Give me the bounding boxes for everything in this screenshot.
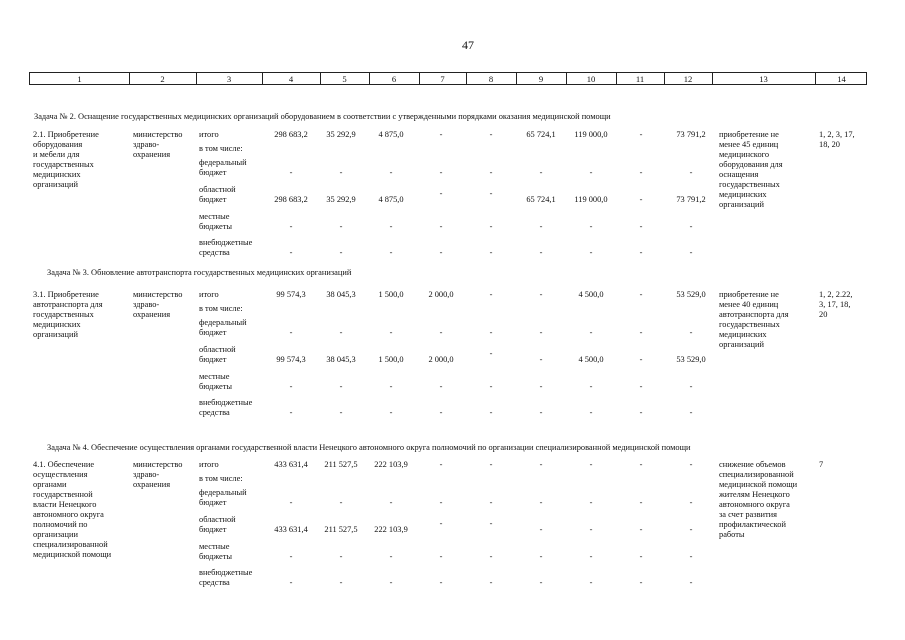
event-name: власти Ненецкого: [33, 500, 97, 509]
funding-value: 222 103,9: [374, 525, 408, 534]
funding-value: -: [489, 498, 493, 507]
funding-value: -: [539, 248, 543, 257]
expected-result: специализированной: [719, 470, 794, 479]
expected-result: за счет развития: [719, 510, 777, 519]
funding-value: 73 791,2: [676, 195, 706, 204]
funding-value: 1 500,0: [378, 290, 404, 299]
funding-value: 38 045,3: [326, 290, 356, 299]
funding-source-label: областной: [199, 345, 236, 354]
event-name: медицинских: [33, 170, 81, 179]
funding-value: -: [389, 168, 393, 177]
expected-result: менее 40 единиц: [719, 300, 779, 309]
funding-value: 298 683,2: [274, 195, 308, 204]
funding-source-label: итого: [199, 130, 219, 139]
funding-value: -: [489, 382, 493, 391]
header-cell: 2: [160, 74, 165, 84]
expected-result: приобретение не: [719, 290, 779, 299]
header-cell: 13: [759, 74, 768, 84]
funding-source-label: бюджет: [199, 355, 227, 364]
funding-value: -: [639, 222, 643, 231]
funding-value: -: [489, 408, 493, 417]
event-name: органами: [33, 480, 67, 489]
funding-value: -: [639, 460, 643, 469]
funding-value: -: [439, 519, 443, 528]
indicator-numbers: 20: [819, 310, 828, 319]
funding-value: -: [389, 248, 393, 257]
funding-value: 65 724,1: [526, 130, 556, 139]
header-cell: 4: [288, 74, 294, 84]
funding-value: 2 000,0: [428, 355, 454, 364]
header-cell: 11: [635, 74, 645, 84]
funding-value: 211 527,5: [324, 460, 358, 469]
funding-value: -: [389, 382, 393, 391]
funding-value: -: [339, 552, 343, 561]
funding-value: -: [689, 168, 693, 177]
event-name: государственных: [33, 160, 94, 169]
event-name: медицинских: [33, 320, 81, 329]
executor: охранения: [133, 480, 171, 489]
header-cell: 14: [837, 74, 846, 84]
funding-value: -: [439, 382, 443, 391]
expected-result: снижение объемов: [719, 460, 786, 469]
expected-result: приобретение не: [719, 130, 779, 139]
event-name: 2.1. Приобретение: [33, 130, 99, 139]
funding-source-label: федеральный: [199, 318, 247, 327]
funding-source-label: федеральный: [199, 488, 247, 497]
header-divider: [369, 73, 370, 84]
event-name: организаций: [33, 180, 78, 189]
executor: охранения: [133, 310, 171, 319]
funding-value: -: [539, 578, 543, 587]
funding-value: -: [639, 525, 643, 534]
indicator-numbers: 18, 20: [819, 140, 840, 149]
expected-result: государственных: [719, 320, 780, 329]
funding-value: -: [539, 290, 543, 299]
funding-source-label: бюджет: [199, 525, 227, 534]
funding-value: -: [689, 498, 693, 507]
funding-source-label: бюджеты: [199, 552, 233, 561]
funding-value: -: [639, 578, 643, 587]
funding-value: -: [489, 328, 493, 337]
funding-value: -: [589, 578, 593, 587]
funding-value: -: [639, 552, 643, 561]
funding-value: -: [589, 460, 593, 469]
funding-value: -: [339, 382, 343, 391]
header-divider: [466, 73, 467, 84]
executor: здраво-: [133, 300, 160, 309]
task-title: Задача № 2. Оснащение государственных медицинских организаций оборудованием в соответствии с утвержденными порядками оказания медицинской помощи: [34, 112, 611, 121]
funding-value: 65 724,1: [526, 195, 556, 204]
funding-value: -: [289, 578, 293, 587]
funding-value: 4 875,0: [378, 195, 404, 204]
header-divider: [616, 73, 617, 84]
funding-value: -: [439, 248, 443, 257]
funding-source-label: средства: [199, 248, 230, 257]
funding-value: -: [639, 498, 643, 507]
funding-value: -: [589, 328, 593, 337]
funding-value: -: [439, 498, 443, 507]
funding-value: -: [289, 498, 293, 507]
header-divider: [664, 73, 665, 84]
header-cell: 1: [77, 74, 82, 84]
funding-source-label: бюджеты: [199, 382, 233, 391]
funding-value: 99 574,3: [276, 355, 306, 364]
funding-value: -: [689, 552, 693, 561]
event-name: государственной: [33, 490, 93, 499]
funding-value: -: [389, 552, 393, 561]
expected-result: профилактической: [719, 520, 786, 529]
expected-result: медицинского: [719, 150, 770, 159]
funding-source-label: внебюджетные: [199, 238, 253, 247]
expected-result: оснащения: [719, 170, 759, 179]
indicator-numbers: 1, 2, 2.22,: [819, 290, 853, 299]
funding-source-label: местные: [199, 542, 230, 551]
funding-value: -: [539, 355, 543, 364]
funding-value: -: [289, 222, 293, 231]
funding-value: -: [539, 525, 543, 534]
funding-value: -: [489, 349, 493, 358]
event-name: автотранспорта для: [33, 300, 103, 309]
funding-value: -: [289, 408, 293, 417]
funding-value: -: [589, 168, 593, 177]
funding-value: 433 631,4: [274, 460, 308, 469]
event-name: организаций: [33, 330, 78, 339]
event-name: государственных: [33, 310, 94, 319]
page-number: 47: [462, 38, 474, 52]
expected-result: оборудования для: [719, 160, 783, 169]
funding-value: -: [489, 460, 493, 469]
funding-value: -: [289, 248, 293, 257]
funding-value: -: [689, 460, 693, 469]
funding-value: -: [589, 552, 593, 561]
funding-source-label: местные: [199, 212, 230, 221]
funding-value: -: [539, 408, 543, 417]
funding-value: -: [539, 498, 543, 507]
funding-value: 53 529,0: [676, 355, 706, 364]
funding-source-label: в том числе:: [199, 474, 243, 483]
funding-source-label: областной: [199, 515, 236, 524]
header-divider: [566, 73, 567, 84]
event-name: 4.1. Обеспечение: [33, 460, 95, 469]
event-name: организации: [33, 530, 78, 539]
funding-source-label: бюджет: [199, 498, 227, 507]
funding-value: -: [489, 189, 493, 198]
funding-value: -: [689, 382, 693, 391]
task-title: Задача № 3. Обновление автотранспорта государственных медицинских организаций: [47, 268, 352, 277]
funding-value: -: [339, 408, 343, 417]
expected-result: государственных: [719, 180, 780, 189]
funding-value: -: [639, 328, 643, 337]
funding-value: -: [489, 290, 493, 299]
event-name: медицинской помощи: [33, 550, 112, 559]
funding-value: -: [339, 222, 343, 231]
funding-value: -: [439, 328, 443, 337]
funding-value: -: [389, 328, 393, 337]
funding-source-label: бюджет: [199, 195, 227, 204]
funding-value: 99 574,3: [276, 290, 306, 299]
event-name: специализированной: [33, 540, 108, 549]
header-divider: [419, 73, 420, 84]
executor: здраво-: [133, 470, 160, 479]
funding-value: -: [339, 248, 343, 257]
funding-source-label: местные: [199, 372, 230, 381]
header-cell: 9: [538, 74, 544, 84]
funding-value: 73 791,2: [676, 130, 706, 139]
funding-value: -: [389, 578, 393, 587]
funding-value: -: [389, 222, 393, 231]
funding-source-label: итого: [199, 290, 219, 299]
funding-value: -: [539, 382, 543, 391]
funding-value: -: [289, 168, 293, 177]
funding-value: -: [689, 328, 693, 337]
funding-value: -: [689, 222, 693, 231]
funding-value: 38 045,3: [326, 355, 356, 364]
header-cell: 6: [391, 74, 397, 84]
funding-value: 119 000,0: [574, 130, 608, 139]
header-cell: 12: [683, 74, 693, 84]
funding-value: -: [489, 248, 493, 257]
funding-value: -: [639, 290, 643, 299]
funding-value: -: [439, 168, 443, 177]
funding-source-label: в том числе:: [199, 304, 243, 313]
expected-result: работы: [719, 530, 745, 539]
funding-value: 35 292,9: [326, 130, 356, 139]
event-name: автономного округа: [33, 510, 104, 519]
funding-value: -: [589, 408, 593, 417]
event-name: 3.1. Приобретение: [33, 290, 99, 299]
funding-value: -: [489, 222, 493, 231]
funding-source-label: итого: [199, 460, 219, 469]
funding-source-label: внебюджетные: [199, 568, 253, 577]
expected-result: автотранспорта для: [719, 310, 789, 319]
column-number-header: [29, 72, 867, 85]
funding-value: -: [689, 408, 693, 417]
funding-value: -: [489, 130, 493, 139]
funding-value: -: [589, 498, 593, 507]
funding-value: 35 292,9: [326, 195, 356, 204]
funding-source-label: средства: [199, 578, 230, 587]
funding-value: -: [289, 382, 293, 391]
funding-value: -: [489, 168, 493, 177]
funding-value: -: [589, 382, 593, 391]
funding-value: -: [539, 168, 543, 177]
funding-value: -: [339, 168, 343, 177]
event-name: оборудования: [33, 140, 83, 149]
header-divider: [815, 73, 816, 84]
funding-value: -: [589, 525, 593, 534]
funding-value: -: [639, 168, 643, 177]
event-name: полномочий по: [33, 520, 88, 529]
indicator-numbers: 3, 17, 18,: [819, 300, 851, 309]
funding-value: 4 500,0: [578, 290, 604, 299]
funding-value: -: [639, 408, 643, 417]
funding-value: -: [389, 498, 393, 507]
funding-value: -: [289, 552, 293, 561]
funding-value: -: [639, 248, 643, 257]
header-cell: 8: [488, 74, 494, 84]
header-cell: 7: [440, 74, 445, 84]
funding-value: -: [439, 189, 443, 198]
funding-value: -: [639, 195, 643, 204]
expected-result: менее 45 единиц: [719, 140, 779, 149]
expected-result: организаций: [719, 340, 764, 349]
funding-value: -: [489, 552, 493, 561]
funding-value: 119 000,0: [574, 195, 608, 204]
funding-value: -: [539, 328, 543, 337]
event-name: и мебели для: [33, 150, 80, 159]
funding-value: 433 631,4: [274, 525, 308, 534]
funding-source-label: бюджеты: [199, 222, 233, 231]
funding-value: -: [639, 382, 643, 391]
header-cell: 5: [342, 74, 347, 84]
funding-source-label: средства: [199, 408, 230, 417]
executor: министерство: [133, 290, 183, 299]
funding-value: -: [339, 328, 343, 337]
funding-value: 4 500,0: [578, 355, 604, 364]
header-divider: [262, 73, 263, 84]
executor: здраво-: [133, 140, 160, 149]
header-cell: 10: [586, 74, 596, 84]
funding-value: -: [439, 460, 443, 469]
expected-result: медицинских: [719, 330, 767, 339]
funding-value: 222 103,9: [374, 460, 408, 469]
funding-value: -: [289, 328, 293, 337]
funding-source-label: бюджет: [199, 168, 227, 177]
event-name: осуществления: [33, 470, 88, 479]
expected-result: организаций: [719, 200, 764, 209]
funding-source-label: федеральный: [199, 158, 247, 167]
indicator-numbers: 7: [819, 460, 824, 469]
funding-value: -: [639, 130, 643, 139]
funding-value: -: [539, 222, 543, 231]
expected-result: жителям Ненецкого: [719, 490, 790, 499]
funding-value: -: [689, 525, 693, 534]
expected-result: автономного округа: [719, 500, 790, 509]
funding-value: -: [339, 578, 343, 587]
funding-value: -: [539, 460, 543, 469]
expected-result: медицинских: [719, 190, 767, 199]
funding-source-label: областной: [199, 185, 236, 194]
executor: охранения: [133, 150, 171, 159]
funding-value: 1 500,0: [378, 355, 404, 364]
funding-value: -: [439, 130, 443, 139]
funding-value: -: [339, 498, 343, 507]
executor: министерство: [133, 130, 183, 139]
funding-value: -: [489, 519, 493, 528]
funding-value: -: [489, 578, 493, 587]
funding-value: -: [389, 408, 393, 417]
funding-value: 298 683,2: [274, 130, 308, 139]
expected-result: медицинской помощи: [719, 480, 798, 489]
executor: министерство: [133, 460, 183, 469]
header-divider: [129, 73, 130, 84]
funding-value: -: [439, 222, 443, 231]
funding-value: -: [439, 408, 443, 417]
funding-source-label: внебюджетные: [199, 398, 253, 407]
funding-value: 211 527,5: [324, 525, 358, 534]
funding-value: -: [689, 578, 693, 587]
header-divider: [712, 73, 713, 84]
header-divider: [516, 73, 517, 84]
funding-value: -: [689, 248, 693, 257]
funding-value: 53 529,0: [676, 290, 706, 299]
funding-value: -: [639, 355, 643, 364]
funding-value: -: [439, 578, 443, 587]
funding-value: -: [589, 248, 593, 257]
indicator-numbers: 1, 2, 3, 17,: [819, 130, 855, 139]
funding-value: -: [589, 222, 593, 231]
funding-value: -: [539, 552, 543, 561]
funding-value: -: [439, 552, 443, 561]
funding-source-label: бюджет: [199, 328, 227, 337]
header-divider: [320, 73, 321, 84]
funding-source-label: в том числе:: [199, 144, 243, 153]
header-cell: 3: [226, 74, 232, 84]
funding-value: 2 000,0: [428, 290, 454, 299]
funding-value: 4 875,0: [378, 130, 404, 139]
task-title: Задача № 4. Обеспечение осуществления органами государственной власти Ненецкого автономного округа полномочий по организации специализированной медицинской помощи: [47, 443, 691, 452]
header-divider: [196, 73, 197, 84]
